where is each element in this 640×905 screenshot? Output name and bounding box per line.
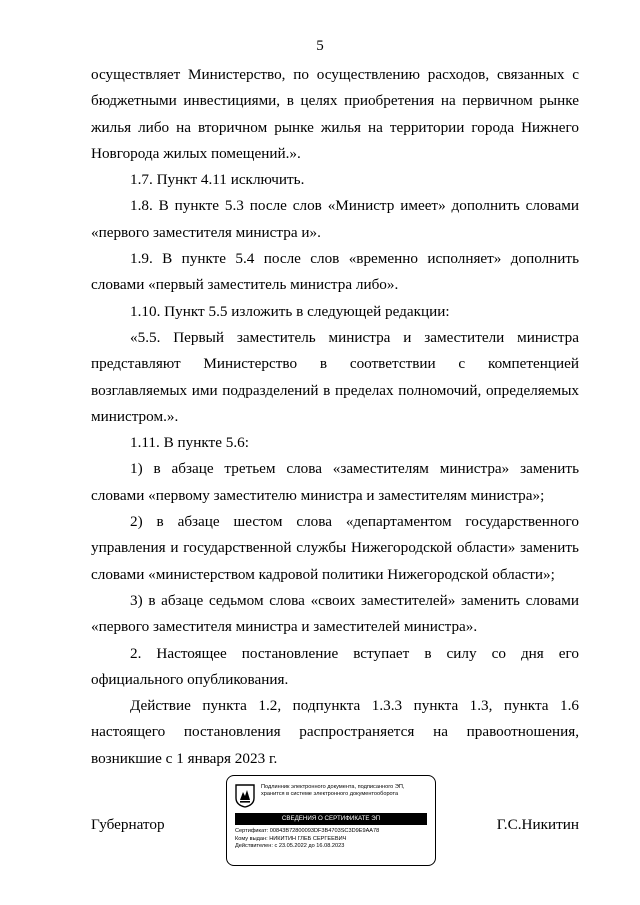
paragraph-1-7: 1.7. Пункт 4.11 исключить. <box>130 171 305 189</box>
paragraph-continuation: осуществляет Министерство, по осуществлению расходов, связанных с бюджетными инвестициями, в целях приобретения на первичном рынке жилья либо на вторичном рынке жилья на территории города Нижнего Новгорода жилых помещений.». <box>91 66 579 162</box>
signatory-name: Г.С.Никитин <box>496 816 579 833</box>
signatory-title: Губернатор <box>91 816 165 833</box>
paragraph-5-5-text: «5.5. Первый заместитель министра и заместители министра представляют Министерство в соответствии с компетенцией возглавляемых ими подразделений в пределах полномочий, определяемых министром.». <box>91 328 579 425</box>
paragraph-1-10: 1.10. Пункт 5.5 изложить в следующей редакции: <box>130 302 450 320</box>
subitem-2: 2) в абзаце шестом слова «департаментом государственного управления и государственной службы Нижегородской области» заменить словами «министерством кадровой политики Нижегородской области»; <box>91 513 579 583</box>
electronic-signature-stamp <box>226 775 436 866</box>
stamp-header-line-1: Подлинник электронного документа, подписанного ЭП, <box>261 784 405 790</box>
paragraph-1-9: 1.9. В пункте 5.4 после слов «временно исполняет» дополнить словами «первый заместитель министра либо». <box>91 250 579 294</box>
subitem-1: 1) в абзаце третьем слова «заместителям министра» заменить словами «первому заместителю министра и заместителям министра»; <box>91 460 579 504</box>
stamp-certificate-details <box>235 828 431 851</box>
signature-block <box>0 775 640 875</box>
paragraph-2: 2. Настоящее постановление вступает в силу со дня его официального опубликования. <box>91 644 579 688</box>
paragraph-effect: Действие пункта 1.2, подпункта 1.3.3 пункта 1.3, пункта 1.6 настоящего постановления распространяется на правоотношения, возникшие с 1 января 2023 г. <box>91 697 579 767</box>
paragraph-1-8: 1.8. В пункте 5.3 после слов «Министр имеет» дополнить словами «первого заместителя министра и». <box>91 197 579 241</box>
stamp-header <box>261 784 429 798</box>
stamp-certificate-bar: СВЕДЕНИЯ О СЕРТИФИКАТЕ ЭП <box>235 813 427 825</box>
stamp-certificate-number: Сертификат: 00843B72800093DF3B4703SC3D9E9AA78 <box>235 828 380 834</box>
page-number: 5 <box>316 38 324 54</box>
stamp-issued-to: Кому выдан: НИКИТИН ГЛЕБ СЕРГЕЕВИЧ <box>235 835 347 842</box>
stamp-validity: Действителен: с 23.05.2022 до 16.08.2023 <box>235 843 345 849</box>
stamp-header-line-2: хранится в системе электронного документооборота <box>261 791 399 797</box>
paragraph-1-11: 1.11. В пункте 5.6: <box>130 434 249 452</box>
coat-of-arms-icon <box>235 784 255 808</box>
subitem-3: 3) в абзаце седьмом слова «своих заместителей» заменить словами «первого заместителя министра и заместителей министра». <box>91 591 579 636</box>
document-body <box>91 62 579 772</box>
